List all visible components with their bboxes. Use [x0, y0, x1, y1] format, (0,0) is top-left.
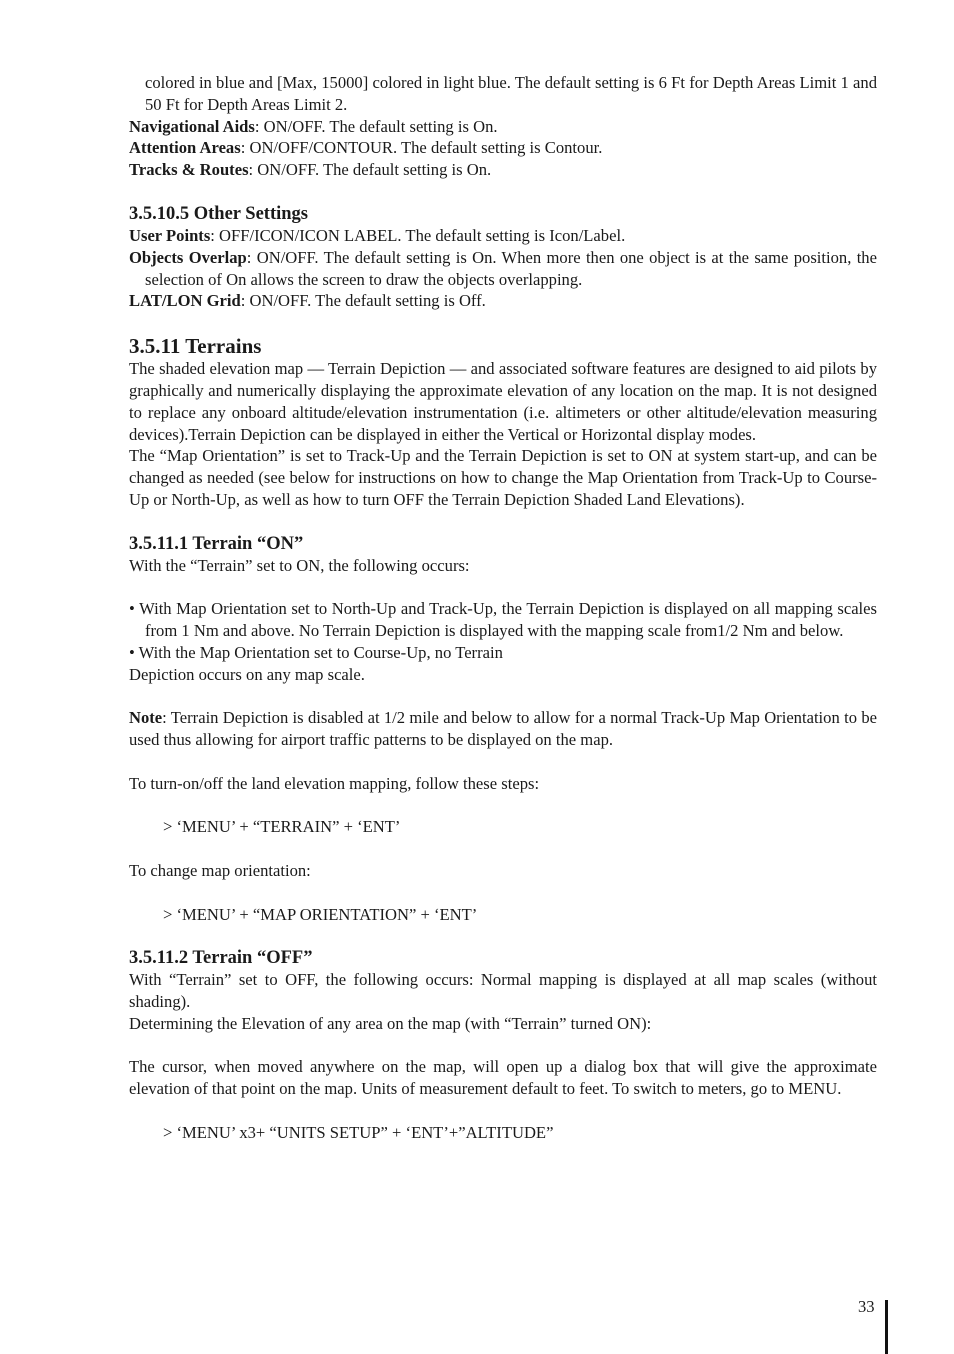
terrain-off-paragraph-2: Determining the Elevation of any area on the map (with “Terrain” turned ON): [129, 1013, 652, 1033]
note-text: : Terrain Depiction is disabled at 1/2 mile and below to allow for a normal Track-Up Map Orientation to be used thus allowing for airport traffic patterns to be displayed on the map. [129, 708, 877, 750]
setting-objects-overlap [129, 247, 877, 291]
orientation-intro: To change map orientation: [129, 860, 311, 880]
terrain-on-bullet-1: • With Map Orientation set to North-Up and Track-Up, the Terrain Depiction is displayed on all mapping scales from 1 Nm and above. No Terrain Depiction is displayed with the mapping scale from1/2 Nm and below. [129, 599, 877, 641]
command-terrain: > ‘MENU’ + “TERRAIN” + ‘ENT’ [163, 817, 401, 837]
setting-navigational-aids [129, 116, 877, 138]
terrain-on-bullet-2: • With the Map Orientation set to Course-Up, no Terrain [129, 642, 503, 662]
other-settings-heading: 3.5.10.5 Other Settings [129, 203, 309, 224]
setting-term: Objects Overlap [129, 247, 247, 267]
setting-desc: : ON/OFF. The default setting is On. When more then one object is at the same position, the selection of On allows the screen to draw the objects overlapping. [145, 247, 877, 289]
command-units-setup: > ‘MENU’ x3+ “UNITS SETUP” + ‘ENT’+”ALTITUDE” [163, 1122, 554, 1142]
depth-areas-continuation: colored in blue and [Max, 15000] colored in light blue. The default setting is 6 Ft for Depth Areas Limit 1 and 50 Ft for Depth Areas Limit 2. [145, 73, 877, 114]
terrain-off-heading: 3.5.11.2 Terrain “OFF” [129, 948, 313, 969]
terrains-heading: 3.5.11 Terrains [129, 334, 262, 359]
setting-term: Tracks & Routes [129, 160, 249, 180]
setting-tracks-routes [129, 159, 877, 181]
page-number: 33 [858, 1297, 875, 1316]
setting-desc: : ON/OFF. The default setting is Off. [240, 291, 486, 311]
terrains-paragraph-1: The shaded elevation map — Terrain Depiction — and associated software features are designed to aid pilots by graphically and numerically displaying the approximate elevation of any location on the map. It is not designed to replace any onboard altitude/elevation instrumentation (i.e. altimeters or other altitude/elevation measuring devices).Terrain Depiction can be displayed in either the Vertical or Horizontal display modes. [129, 359, 877, 444]
terrain-off-paragraph-1: With “Terrain” set to OFF, the following occurs: Normal mapping is displayed at all map scales (without shading). [129, 970, 877, 1012]
command-map-orientation: > ‘MENU’ + “MAP ORIENTATION” + ‘ENT’ [163, 904, 478, 924]
setting-lat-lon-grid [129, 290, 877, 312]
setting-desc: : ON/OFF. The default setting is On. [248, 160, 492, 180]
terrain-off-paragraph-3: The cursor, when moved anywhere on the map, will open up a dialog box that will give the approximate elevation of that point on the map. Units of measurement default to feet. To switch to meters, go to MENU. [129, 1057, 877, 1099]
setting-desc: : ON/OFF. The default setting is On. [254, 116, 498, 136]
terrain-on-bullet-2-continuation: Depiction occurs on any map scale. [129, 664, 365, 684]
margin-rule [885, 1300, 888, 1354]
note-label: Note [129, 708, 163, 728]
setting-attention-areas [129, 137, 877, 159]
terrain-on-heading: 3.5.11.1 Terrain “ON” [129, 533, 304, 554]
steps-intro: To turn-on/off the land elevation mapping, follow these steps: [129, 773, 540, 793]
setting-user-points [129, 225, 877, 247]
setting-desc: : OFF/ICON/ICON LABEL. The default setting is Icon/Label. [210, 225, 626, 245]
terrains-paragraph-2: The “Map Orientation” is set to Track-Up and the Terrain Depiction is set to ON at system start-up, and can be changed as needed (see below for instructions on how to change the Map Orientation from Track-Up to Course-Up or North-Up, as well as how to turn OFF the Terrain Depiction Shaded Land Elevations). [129, 446, 877, 509]
setting-desc: : ON/OFF/CONTOUR. The default setting is Contour. [240, 138, 603, 158]
terrain-note [129, 707, 877, 751]
setting-term: User Points [129, 225, 211, 245]
setting-term: LAT/LON Grid [129, 291, 241, 311]
setting-term: Attention Areas [129, 138, 241, 158]
page-content [129, 72, 877, 1144]
terrain-on-intro: With the “Terrain” set to ON, the following occurs: [129, 555, 470, 575]
setting-term: Navigational Aids [129, 116, 255, 136]
